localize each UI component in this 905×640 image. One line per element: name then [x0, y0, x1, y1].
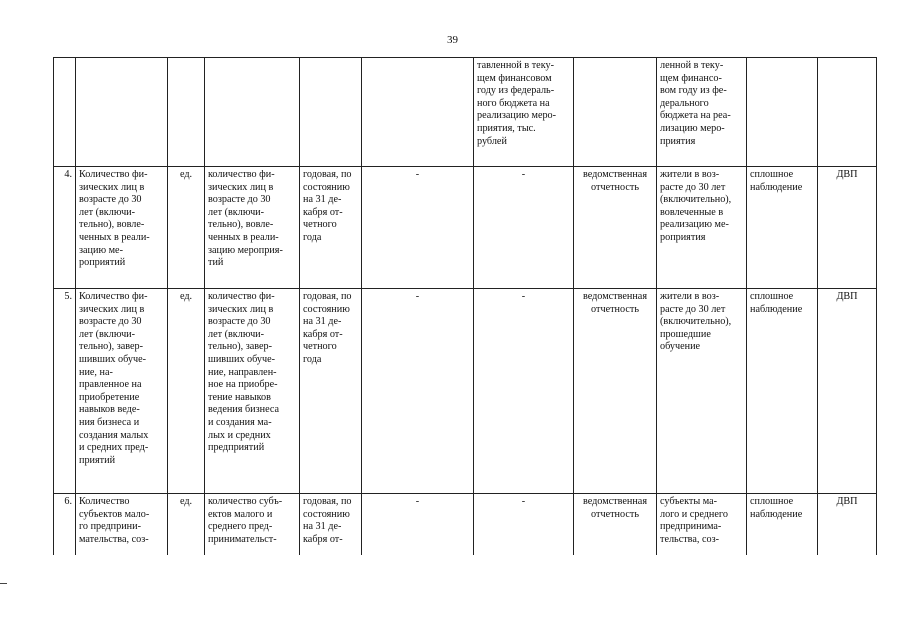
indicator-definition: количество фи- зических лиц в возрасте до 30 лет (включи- тельно), завер- шивших обуче- ние, направлен- ное на приобре- тение навыков ведения бизнеса и создания ма- лых и средних предприятий — [205, 289, 300, 494]
calculation-formula: - — [362, 494, 474, 556]
periodicity: годовая, по состоянию на 31 де- кабря от- четного года — [300, 167, 362, 289]
indicator-definition: количество субъ- ектов малого и среднего пред- принимательст- — [205, 494, 300, 556]
calculation-formula: - — [362, 167, 474, 289]
indicators-table — [53, 57, 877, 555]
indicator-name: Количество субъектов мало- го предприни- мательства, соз- — [76, 494, 168, 556]
table-cell — [747, 58, 818, 167]
table-row-continuation — [54, 58, 877, 167]
data-source: ведомственная отчетность — [574, 289, 657, 494]
row-number: 5. — [54, 289, 76, 494]
table-cell-funding-text: ленной в теку- щем финансо- вом году из фе- дерального бюджета на реа- лизацию меро- приятия — [657, 58, 747, 167]
periodicity: годовая, по состоянию на 31 де- кабря от- — [300, 494, 362, 556]
row-number: 4. — [54, 167, 76, 289]
table-row — [54, 289, 877, 494]
calculation-formula: - — [362, 289, 474, 494]
page-number: 39 — [447, 34, 458, 46]
indicator-name: Количество фи- зических лиц в возрасте до 30 лет (включи- тельно), вовле- ченных в реали- зацию ме- роприятий — [76, 167, 168, 289]
table-cell — [818, 58, 877, 167]
table-cell — [362, 58, 474, 167]
collection-method: сплошное наблюдение — [747, 167, 818, 289]
observation-population: жители в воз- расте до 30 лет (включительно), вовлеченные в реализацию ме- роприятия — [657, 167, 747, 289]
observation-population: жители в воз- расте до 30 лет (включительно), прошедшие обучение — [657, 289, 747, 494]
table-row — [54, 167, 877, 289]
basic-indicators: - — [474, 289, 574, 494]
data-source: ведомственная отчетность — [574, 167, 657, 289]
responsible-body: ДВП — [818, 494, 877, 556]
periodicity: годовая, по состоянию на 31 де- кабря от- четного года — [300, 289, 362, 494]
collection-method: сплошное наблюдение — [747, 494, 818, 556]
unit-of-measure: ед. — [168, 167, 205, 289]
responsible-body: ДВП — [818, 289, 877, 494]
unit-of-measure: ед. — [168, 289, 205, 494]
table-row — [54, 494, 877, 556]
data-source: ведомственная отчетность — [574, 494, 657, 556]
table-cell — [300, 58, 362, 167]
table-cell — [54, 58, 76, 167]
indicator-definition: количество фи- зических лиц в возрасте до 30 лет (включи- тельно), вовле- ченных в реали- зацию мероприя- тий — [205, 167, 300, 289]
unit-of-measure: ед. — [168, 494, 205, 556]
table-cell — [574, 58, 657, 167]
table-cell-funding-text: тавленной в теку- щем финансовом году из федераль- ного бюджета на реализацию меро- приятия, тыс. рублей — [474, 58, 574, 167]
row-number: 6. — [54, 494, 76, 556]
table-cell — [76, 58, 168, 167]
observation-population: субъекты ма- лого и среднего предпринима- тельства, соз- — [657, 494, 747, 556]
table-cell — [205, 58, 300, 167]
scan-edge-mark — [0, 583, 7, 584]
collection-method: сплошное наблюдение — [747, 289, 818, 494]
basic-indicators: - — [474, 167, 574, 289]
indicator-name: Количество фи- зических лиц в возрасте до 30 лет (включи- тельно), завер- шивших обуче- ние, на- правленное на приобретение навыков веде- ния бизнеса и создания малых и средних пред- приятий — [76, 289, 168, 494]
responsible-body: ДВП — [818, 167, 877, 289]
basic-indicators: - — [474, 494, 574, 556]
table-cell — [168, 58, 205, 167]
